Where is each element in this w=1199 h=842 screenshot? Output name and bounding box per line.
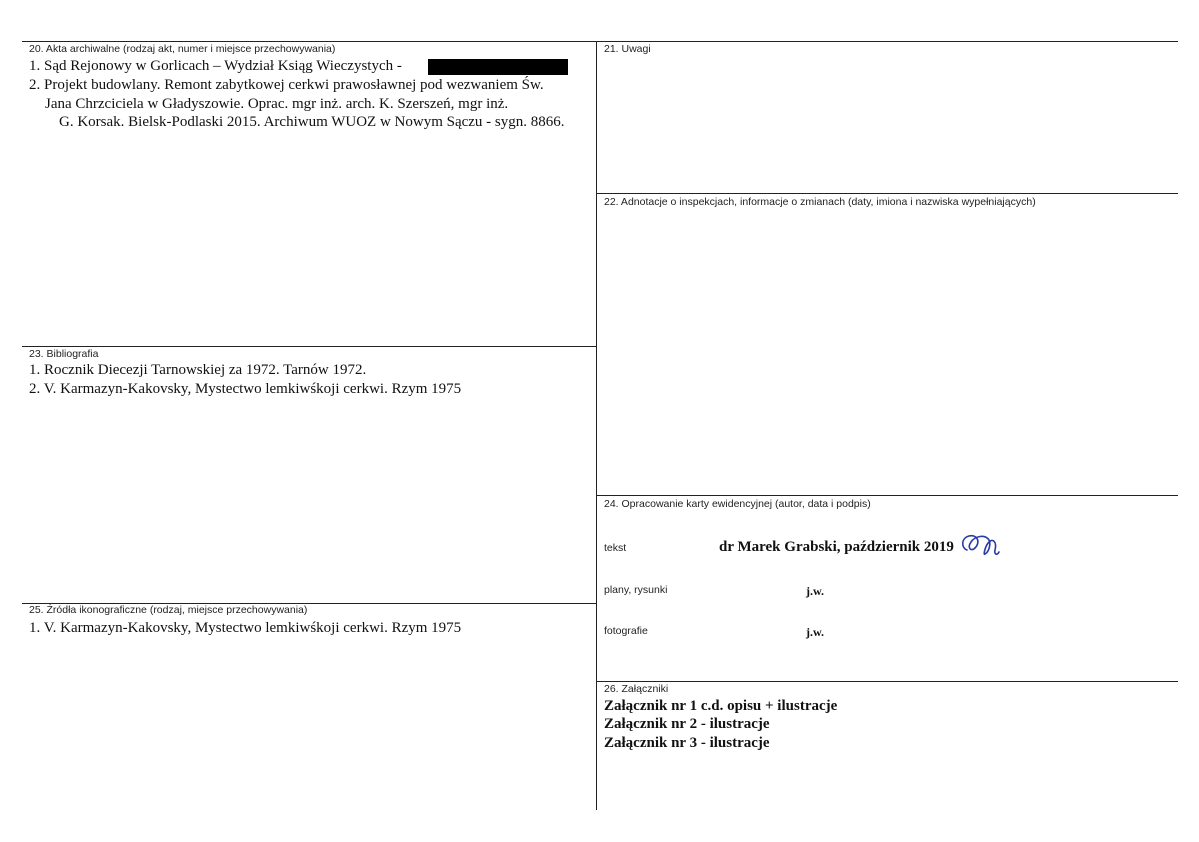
section-26-heading: 26. Załączniki [604, 683, 669, 695]
section-20-item-2: 2. Projekt budowlany. Remont zabytkowej cerkwi prawosławnej pod wezwaniem Św. [29, 77, 544, 93]
row-label-plany: plany, rysunki [604, 584, 668, 596]
section-23-heading: 23. Bibliografia [29, 348, 99, 360]
divider-24-26 [596, 681, 1178, 682]
section-20-item-1: 1. Sąd Rejonowy w Gorlicach – Wydział Ksiąg Wieczystych - [29, 58, 402, 74]
section-23-item-2: 2. V. Karmazyn-Kakovsky, Mystectwo lemkiwśkoji cerkwi. Rzym 1975 [29, 381, 462, 397]
section-24-heading: 24. Opracowanie karty ewidencyjnej (autor, data i podpis) [604, 498, 871, 510]
redaction-block [428, 59, 568, 75]
section-20-heading: 20. Akta archiwalne (rodzaj akt, numer i miejsce przechowywania) [29, 43, 336, 55]
attachment-3: Załącznik nr 3 - ilustracje [604, 735, 770, 751]
handwritten-signature [955, 528, 1007, 560]
section-20-item-2-line-2: Jana Chrzciciela w Gładyszowie. Oprac. mgr inż. arch. K. Szerszeń, mgr inż. [45, 96, 509, 112]
section-21-heading: 21. Uwagi [604, 43, 651, 55]
section-22-heading: 22. Adnotacje o inspekcjach, informacje o zmianach (daty, imiona i nazwiska wypełniających) [604, 196, 1036, 208]
divider-20-23 [22, 346, 597, 347]
section-25-heading: 25. Źródła ikonograficzne (rodzaj, miejsce przechowywania) [29, 604, 308, 616]
attachment-2: Załącznik nr 2 - ilustracje [604, 716, 770, 732]
center-vertical-line [596, 41, 597, 810]
row-label-tekst: tekst [604, 542, 627, 554]
divider-21-22 [596, 193, 1178, 194]
section-20-item-2-line-3: G. Korsak. Bielsk-Podlaski 2015. Archiwum WUOZ w Nowym Sączu - sygn. 8866. [59, 114, 565, 130]
attachment-1: Załącznik nr 1 c.d. opisu + ilustracje [604, 698, 838, 714]
row-value-fotografie: j.w. [806, 625, 824, 639]
section-23-item-1: 1. Rocznik Diecezji Tarnowskiej za 1972. Tarnów 1972. [29, 362, 367, 378]
section-25-item-1: 1. V. Karmazyn-Kakovsky, Mystectwo lemkiwśkoji cerkwi. Rzym 1975 [29, 620, 462, 636]
top-border-line [22, 41, 1178, 42]
row-value-plany: j.w. [806, 584, 824, 598]
divider-22-24 [596, 495, 1178, 496]
row-label-fotografie: fotografie [604, 625, 648, 637]
row-value-tekst: dr Marek Grabski, październik 2019 [719, 539, 954, 555]
